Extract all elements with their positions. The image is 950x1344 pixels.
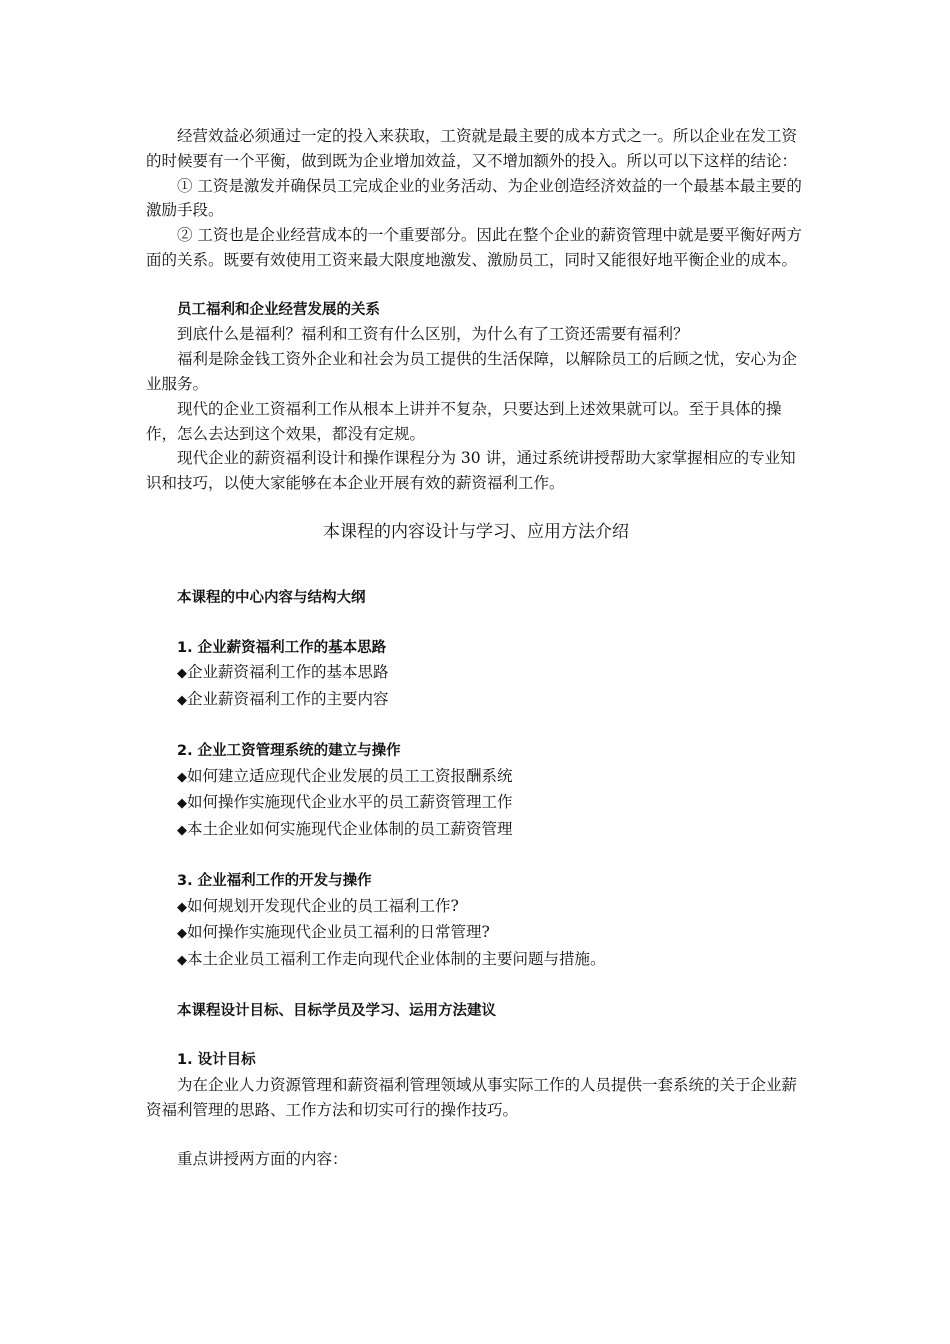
diamond-bullet-icon: ◆ <box>177 926 187 942</box>
diamond-bullet-icon: ◆ <box>177 953 187 969</box>
diamond-bullet-icon: ◆ <box>177 796 187 812</box>
welfare-paragraph-2: 福利是除金钱工资外企业和社会为员工提供的生活保障，以解除员工的后顾之忧，安心为企业服务。 <box>146 350 798 393</box>
diamond-bullet-icon: ◆ <box>177 693 187 709</box>
list-item: ◆企业薪资福利工作的主要内容 <box>177 690 389 709</box>
outline-section-3-title: 3. 企业福利工作的开发与操作 <box>177 872 372 889</box>
goals-paragraph-2: 重点讲授两方面的内容： <box>177 1150 348 1169</box>
list-item: ◆如何规划开发现代企业的员工福利工作? <box>177 896 459 915</box>
intro-paragraph: 经营效益必须通过一定的投入来获取，工资就是最主要的成本方式之一。所以企业在发工资的时候要有一个平衡，做到既为企业增加效益，又不增加额外的投入。所以可以下这样的结论： <box>146 127 798 170</box>
list-item: ◆如何操作实施现代企业水平的员工薪资管理工作 <box>177 793 513 812</box>
list-item: ◆企业薪资福利工作的基本思路 <box>177 663 389 682</box>
goals-heading: 本课程设计目标、目标学员及学习、运用方法建议 <box>177 1002 496 1019</box>
course-title: 本课程的内容设计与学习、应用方法介绍 <box>323 521 629 542</box>
welfare-paragraph-3: 现代的企业工资福利工作从根本上讲并不复杂，只要达到上述效果就可以。至于具体的操作，怎么去达到这个效果，都没有定规。 <box>146 399 782 443</box>
outline-section-2-title: 2. 企业工资管理系统的建立与操作 <box>177 742 401 759</box>
list-item: ◆如何操作实施现代企业员工福利的日常管理? <box>177 923 490 942</box>
list-item: ◆本土企业如何实施现代企业体制的员工薪资管理 <box>177 820 513 839</box>
diamond-bullet-icon: ◆ <box>177 823 187 839</box>
outline-heading: 本课程的中心内容与结构大纲 <box>177 589 366 606</box>
outline-section-1-title: 1. 企业薪资福利工作的基本思路 <box>177 639 387 656</box>
list-item: ◆如何建立适应现代企业发展的员工工资报酬系统 <box>177 766 513 785</box>
welfare-paragraph-4: 现代企业的薪资福利设计和操作课程分为 30 讲，通过系统讲授帮助大家掌握相应的专业知识和技巧，以使大家能够在本企业开展有效的薪资福利工作。 <box>146 449 796 493</box>
conclusion-item-1: ① 工资是激发并确保员工完成企业的业务活动、为企业创造经济效益的一个最基本最主要的激励手段。 <box>146 176 802 220</box>
diamond-bullet-icon: ◆ <box>177 899 187 915</box>
diamond-bullet-icon: ◆ <box>177 666 187 682</box>
welfare-heading: 员工福利和企业经营发展的关系 <box>177 301 380 318</box>
goals-sub-heading: 1. 设计目标 <box>177 1052 256 1069</box>
document-page <box>146 124 806 1172</box>
diamond-bullet-icon: ◆ <box>177 769 187 785</box>
goals-paragraph-1: 为在企业人力资源管理和薪资福利管理领域从事实际工作的人员提供一套系统的关于企业薪资福利管理的思路、工作方法和切实可行的操作技巧。 <box>146 1076 798 1119</box>
welfare-paragraph-1: 到底什么是福利？福利和工资有什么区别，为什么有了工资还需要有福利？ <box>177 325 689 344</box>
conclusion-item-2: ② 工资也是企业经营成本的一个重要部分。因此在整个企业的薪资管理中就是要平衡好两方面的关系。既要有效使用工资来最大限度地激发、激励员工，同时又能很好地平衡企业的成本。 <box>146 226 802 269</box>
list-item: ◆本土企业员工福利工作走向现代企业体制的主要问题与措施。 <box>177 950 606 969</box>
